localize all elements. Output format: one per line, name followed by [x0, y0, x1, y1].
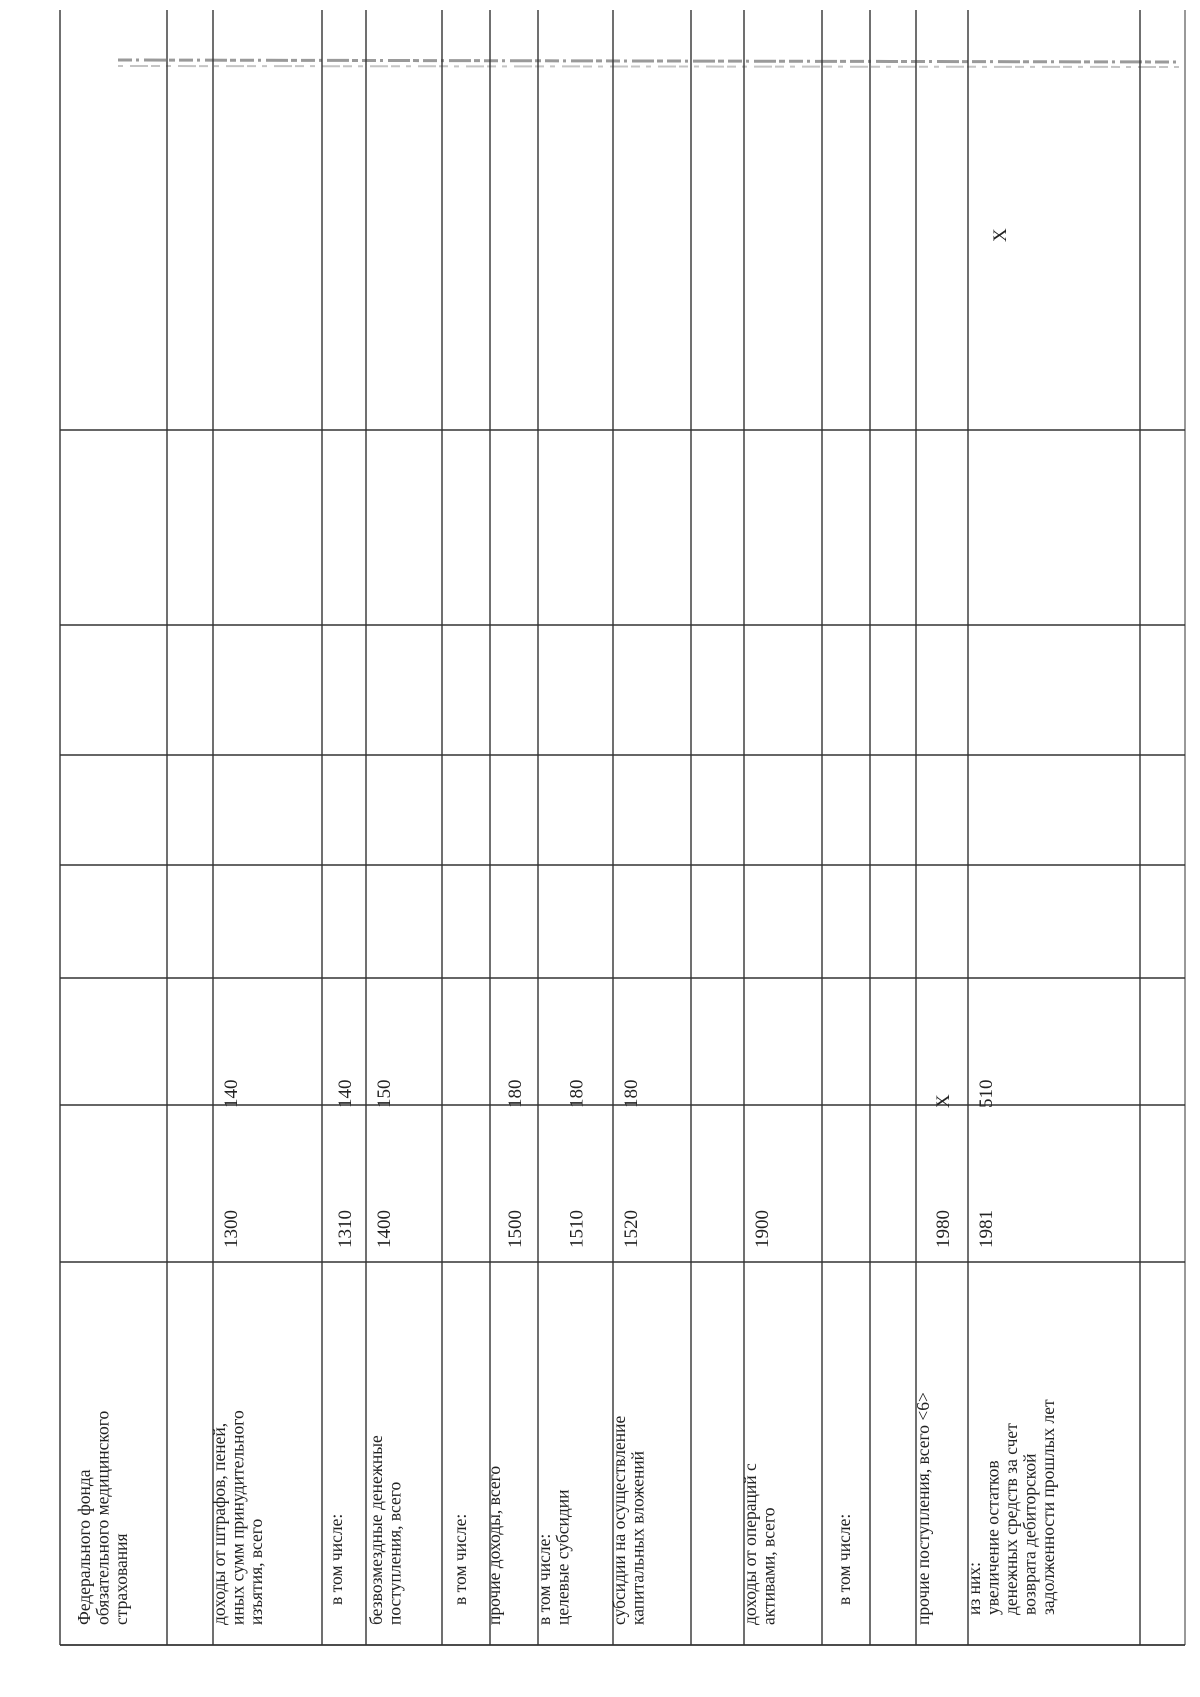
row-label-line: из них:: [964, 1562, 984, 1615]
row-kosgu-code: 140: [221, 1079, 242, 1108]
row-label: [366, 1435, 405, 1625]
row-code: 1310: [335, 1210, 356, 1248]
row-label: [609, 1416, 648, 1625]
row-kosgu-code: 180: [621, 1079, 642, 1108]
row-label-line: страхования: [111, 1533, 131, 1625]
row-label-line: целевые субсидии: [552, 1489, 573, 1625]
row-extra-mark: X: [990, 228, 1011, 242]
row-kosgu-code: 150: [374, 1079, 395, 1108]
row-label-line: капитальных вложений: [627, 1450, 648, 1625]
row-label-line: безвозмездные денежные: [366, 1435, 386, 1625]
row-kosgu-code: 510: [976, 1079, 997, 1108]
table-grid: [60, 10, 1185, 1645]
row-label: [534, 1489, 573, 1625]
row-label-line: обязательного медицинского: [92, 1410, 113, 1625]
row-kosgu-code: 180: [566, 1079, 588, 1108]
row-label-line: возврата дебиторской: [1019, 1453, 1040, 1615]
table-cells: [74, 228, 1058, 1625]
row-kosgu-code: 140: [335, 1079, 356, 1108]
row-code: 1500: [505, 1210, 526, 1248]
row-label-line: субсидии на осуществление: [609, 1415, 629, 1625]
row-label-line: увеличение остатков: [982, 1460, 1003, 1615]
row-label: [964, 1399, 1058, 1615]
row-code: 1510: [566, 1210, 588, 1248]
row-label: [74, 1411, 131, 1625]
row-label-line: прочие доходы, всего: [484, 1465, 504, 1625]
row-label-line: задолженности прошлых лет: [1038, 1399, 1058, 1615]
row-label-line: Федерального фонда: [74, 1469, 94, 1625]
row-label-line: в том числе:: [450, 1513, 470, 1605]
row-code: 1900: [752, 1210, 773, 1248]
row-code: 1980: [933, 1210, 954, 1248]
row-label-line: иных сумм принудительного: [227, 1410, 248, 1625]
row-code: 1520: [621, 1210, 642, 1248]
row-kosgu-code: 180: [505, 1079, 526, 1108]
row-label: [450, 1514, 470, 1605]
row-code: 1300: [221, 1210, 242, 1248]
row-label: [740, 1463, 779, 1625]
row-label-line: активами, всего: [758, 1507, 779, 1625]
row-label-line: доходы от штрафов, пеней,: [209, 1422, 229, 1625]
row-label-line: в том числе:: [834, 1513, 854, 1605]
row-label-line: в том числе:: [326, 1513, 346, 1605]
row-label: [326, 1514, 346, 1605]
row-label: [913, 1392, 933, 1625]
row-label-line: денежных средств за счет: [1001, 1423, 1021, 1615]
row-label-line: в том числе:: [534, 1533, 554, 1625]
row-label: [834, 1514, 854, 1605]
row-label: [484, 1466, 504, 1625]
scan-noise-strip: [118, 60, 1180, 67]
row-label-line: поступления, всего: [384, 1481, 405, 1625]
row-label-line: изъятия, всего: [246, 1518, 266, 1625]
row-code: 1981: [976, 1210, 997, 1248]
row-kosgu-code: X: [933, 1094, 954, 1108]
row-label-line: доходы от операций с: [740, 1463, 760, 1625]
row-label-line: прочие поступления, всего <6>: [913, 1392, 933, 1625]
row-code: 1400: [374, 1210, 395, 1248]
row-label: [209, 1410, 266, 1625]
